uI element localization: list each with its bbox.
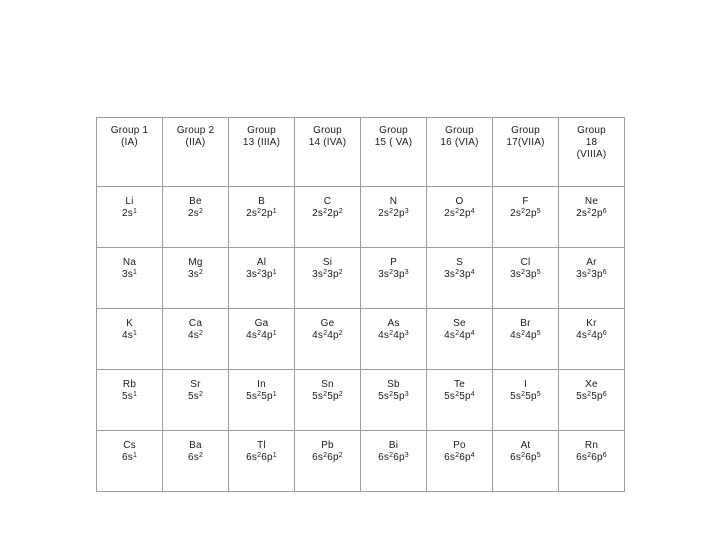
electron-configuration: $5s^25p^1$ xyxy=(246,391,277,402)
element-cell xyxy=(163,187,229,248)
element-symbol: Ge xyxy=(320,318,335,329)
electron-configuration: $6s^26p^2$ xyxy=(312,452,343,463)
element-symbol: Li xyxy=(125,196,134,207)
group-header-text: Group xyxy=(379,125,408,136)
element-cell xyxy=(295,187,361,248)
group-header-text: Group 1 xyxy=(110,125,149,136)
group-header-text: 13 (IIIA) xyxy=(242,137,281,148)
electron-configuration: $5s^25p^2$ xyxy=(312,391,343,402)
electron-configuration: $2s^22p^5$ xyxy=(510,208,541,219)
electron-configuration: $6s^2$ xyxy=(187,452,204,463)
electron-configuration: $4s^2$ xyxy=(187,330,204,341)
element-cell xyxy=(361,248,427,309)
element-symbol: Ga xyxy=(254,318,269,329)
electron-configuration: $3s^23p^4$ xyxy=(444,269,475,280)
group-header-text: Group 2 xyxy=(176,125,215,136)
element-symbol: I xyxy=(524,379,527,390)
element-symbol: Be xyxy=(189,196,202,207)
element-symbol: Sn xyxy=(321,379,334,390)
element-symbol: N xyxy=(389,196,398,207)
group-header-cell xyxy=(493,118,559,187)
element-symbol: K xyxy=(126,318,133,329)
element-cell xyxy=(427,187,493,248)
electron-configuration: $5s^25p^5$ xyxy=(510,391,541,402)
electron-configuration: $5s^1$ xyxy=(121,391,138,402)
table-row xyxy=(97,187,625,248)
electron-configuration: $3s^23p^6$ xyxy=(576,269,607,280)
table-row xyxy=(97,370,625,431)
electron-configuration: $4s^24p^4$ xyxy=(444,330,475,341)
electron-configuration: $4s^24p^1$ xyxy=(246,330,277,341)
periodic-groups-table xyxy=(96,117,625,492)
element-cell xyxy=(295,309,361,370)
element-cell xyxy=(559,431,625,492)
group-header-text: (IIA) xyxy=(185,137,206,148)
element-symbol: Al xyxy=(256,257,267,268)
element-symbol: Po xyxy=(453,440,466,451)
element-symbol: At xyxy=(520,440,531,451)
electron-configuration: $2s^22p^1$ xyxy=(246,208,277,219)
element-symbol: Na xyxy=(122,257,137,268)
element-cell xyxy=(559,248,625,309)
element-symbol: Te xyxy=(454,379,465,390)
element-cell xyxy=(493,187,559,248)
header-row xyxy=(97,118,625,187)
electron-configuration: $6s^1$ xyxy=(121,452,138,463)
element-cell xyxy=(229,248,295,309)
electron-configuration: $4s^24p^6$ xyxy=(576,330,607,341)
table-row xyxy=(97,431,625,492)
element-cell xyxy=(493,309,559,370)
electron-configuration: $3s^1$ xyxy=(121,269,138,280)
element-cell xyxy=(361,309,427,370)
element-cell xyxy=(97,248,163,309)
electron-configuration: $2s^22p^6$ xyxy=(576,208,607,219)
element-symbol: Sr xyxy=(190,379,201,390)
element-cell xyxy=(427,248,493,309)
electron-configuration: $3s^2$ xyxy=(187,269,204,280)
element-cell xyxy=(427,431,493,492)
element-symbol: Ar xyxy=(586,257,597,268)
group-header-text: 17(VIIA) xyxy=(506,137,545,148)
group-header-cell xyxy=(559,118,625,187)
group-header-cell xyxy=(229,118,295,187)
element-cell xyxy=(97,370,163,431)
electron-configuration: $6s^26p^4$ xyxy=(444,452,475,463)
group-header-text: (VIIIA) xyxy=(576,149,607,160)
table-body xyxy=(97,118,625,492)
element-cell xyxy=(361,370,427,431)
electron-configuration: $5s^25p^6$ xyxy=(576,391,607,402)
element-symbol: Pb xyxy=(321,440,334,451)
element-symbol: O xyxy=(455,196,464,207)
group-header-text: Group xyxy=(247,125,276,136)
element-symbol: Rn xyxy=(584,440,599,451)
element-cell xyxy=(295,248,361,309)
element-symbol: Cs xyxy=(123,440,136,451)
element-cell xyxy=(163,309,229,370)
element-cell xyxy=(361,187,427,248)
electron-configuration: $2s^22p^2$ xyxy=(312,208,343,219)
element-symbol: P xyxy=(390,257,397,268)
electron-configuration: $4s^1$ xyxy=(121,330,138,341)
element-cell xyxy=(295,370,361,431)
electron-configuration: $6s^26p^6$ xyxy=(576,452,607,463)
element-cell xyxy=(493,370,559,431)
electron-configuration: $4s^24p^5$ xyxy=(510,330,541,341)
element-symbol: C xyxy=(323,196,332,207)
electron-configuration: $3s^23p^1$ xyxy=(246,269,277,280)
element-cell xyxy=(427,370,493,431)
element-cell xyxy=(163,431,229,492)
table-row xyxy=(97,248,625,309)
element-symbol: As xyxy=(387,318,400,329)
element-cell xyxy=(97,431,163,492)
group-header-cell xyxy=(361,118,427,187)
electron-configuration: $6s^26p^1$ xyxy=(246,452,277,463)
group-header-text: 14 (IVA) xyxy=(308,137,347,148)
group-header-text: Group xyxy=(511,125,540,136)
element-cell xyxy=(229,187,295,248)
element-cell xyxy=(97,309,163,370)
electron-configuration: $6s^26p^3$ xyxy=(378,452,409,463)
element-cell xyxy=(361,431,427,492)
electron-configuration: $3s^23p^3$ xyxy=(378,269,409,280)
element-symbol: Ca xyxy=(188,318,203,329)
element-cell xyxy=(97,187,163,248)
electron-configuration: $2s^1$ xyxy=(121,208,138,219)
element-symbol: Ne xyxy=(584,196,599,207)
element-symbol: Se xyxy=(453,318,466,329)
electron-configuration: $2s^2$ xyxy=(187,208,204,219)
electron-configuration: $3s^23p^2$ xyxy=(312,269,343,280)
group-header-text: (IA) xyxy=(121,137,138,148)
element-symbol: Si xyxy=(322,257,333,268)
element-symbol: Tl xyxy=(257,440,266,451)
element-symbol: Mg xyxy=(188,257,203,268)
element-cell xyxy=(559,187,625,248)
element-symbol: Cl xyxy=(520,257,531,268)
element-symbol: Rb xyxy=(122,379,137,390)
element-cell xyxy=(493,431,559,492)
electron-configuration: $4s^24p^3$ xyxy=(378,330,409,341)
electron-configuration: $5s^25p^3$ xyxy=(378,391,409,402)
table-row xyxy=(97,309,625,370)
electron-configuration: $2s^22p^3$ xyxy=(378,208,409,219)
element-cell xyxy=(427,309,493,370)
element-cell xyxy=(559,370,625,431)
element-cell xyxy=(559,309,625,370)
element-symbol: Br xyxy=(520,318,531,329)
element-symbol: Bi xyxy=(388,440,399,451)
group-header-text: 16 (VIA) xyxy=(440,137,479,148)
electron-configuration: $2s^22p^4$ xyxy=(444,208,475,219)
electron-configuration: $4s^24p^2$ xyxy=(312,330,343,341)
element-symbol: Sb xyxy=(387,379,400,390)
element-cell xyxy=(163,248,229,309)
group-header-cell xyxy=(97,118,163,187)
element-symbol: S xyxy=(456,257,463,268)
element-symbol: Kr xyxy=(586,318,597,329)
electron-configuration: $5s^2$ xyxy=(187,391,204,402)
group-header-text: 15 ( VA) xyxy=(374,137,413,148)
group-header-text: Group xyxy=(445,125,474,136)
element-symbol: B xyxy=(258,196,265,207)
element-cell xyxy=(295,431,361,492)
element-symbol: F xyxy=(522,196,529,207)
group-header-cell xyxy=(295,118,361,187)
group-header-cell xyxy=(163,118,229,187)
group-header-text: Group xyxy=(577,125,606,136)
element-symbol: Ba xyxy=(189,440,202,451)
element-symbol: Xe xyxy=(585,379,598,390)
element-symbol: In xyxy=(257,379,266,390)
element-cell xyxy=(163,370,229,431)
element-cell xyxy=(229,431,295,492)
element-cell xyxy=(493,248,559,309)
group-header-cell xyxy=(427,118,493,187)
element-cell xyxy=(229,370,295,431)
group-header-text: 18 xyxy=(585,137,598,148)
group-header-text: Group xyxy=(313,125,342,136)
electron-configuration: $6s^26p^5$ xyxy=(510,452,541,463)
element-cell xyxy=(229,309,295,370)
electron-configuration: $5s^25p^4$ xyxy=(444,391,475,402)
electron-configuration: $3s^23p^5$ xyxy=(510,269,541,280)
